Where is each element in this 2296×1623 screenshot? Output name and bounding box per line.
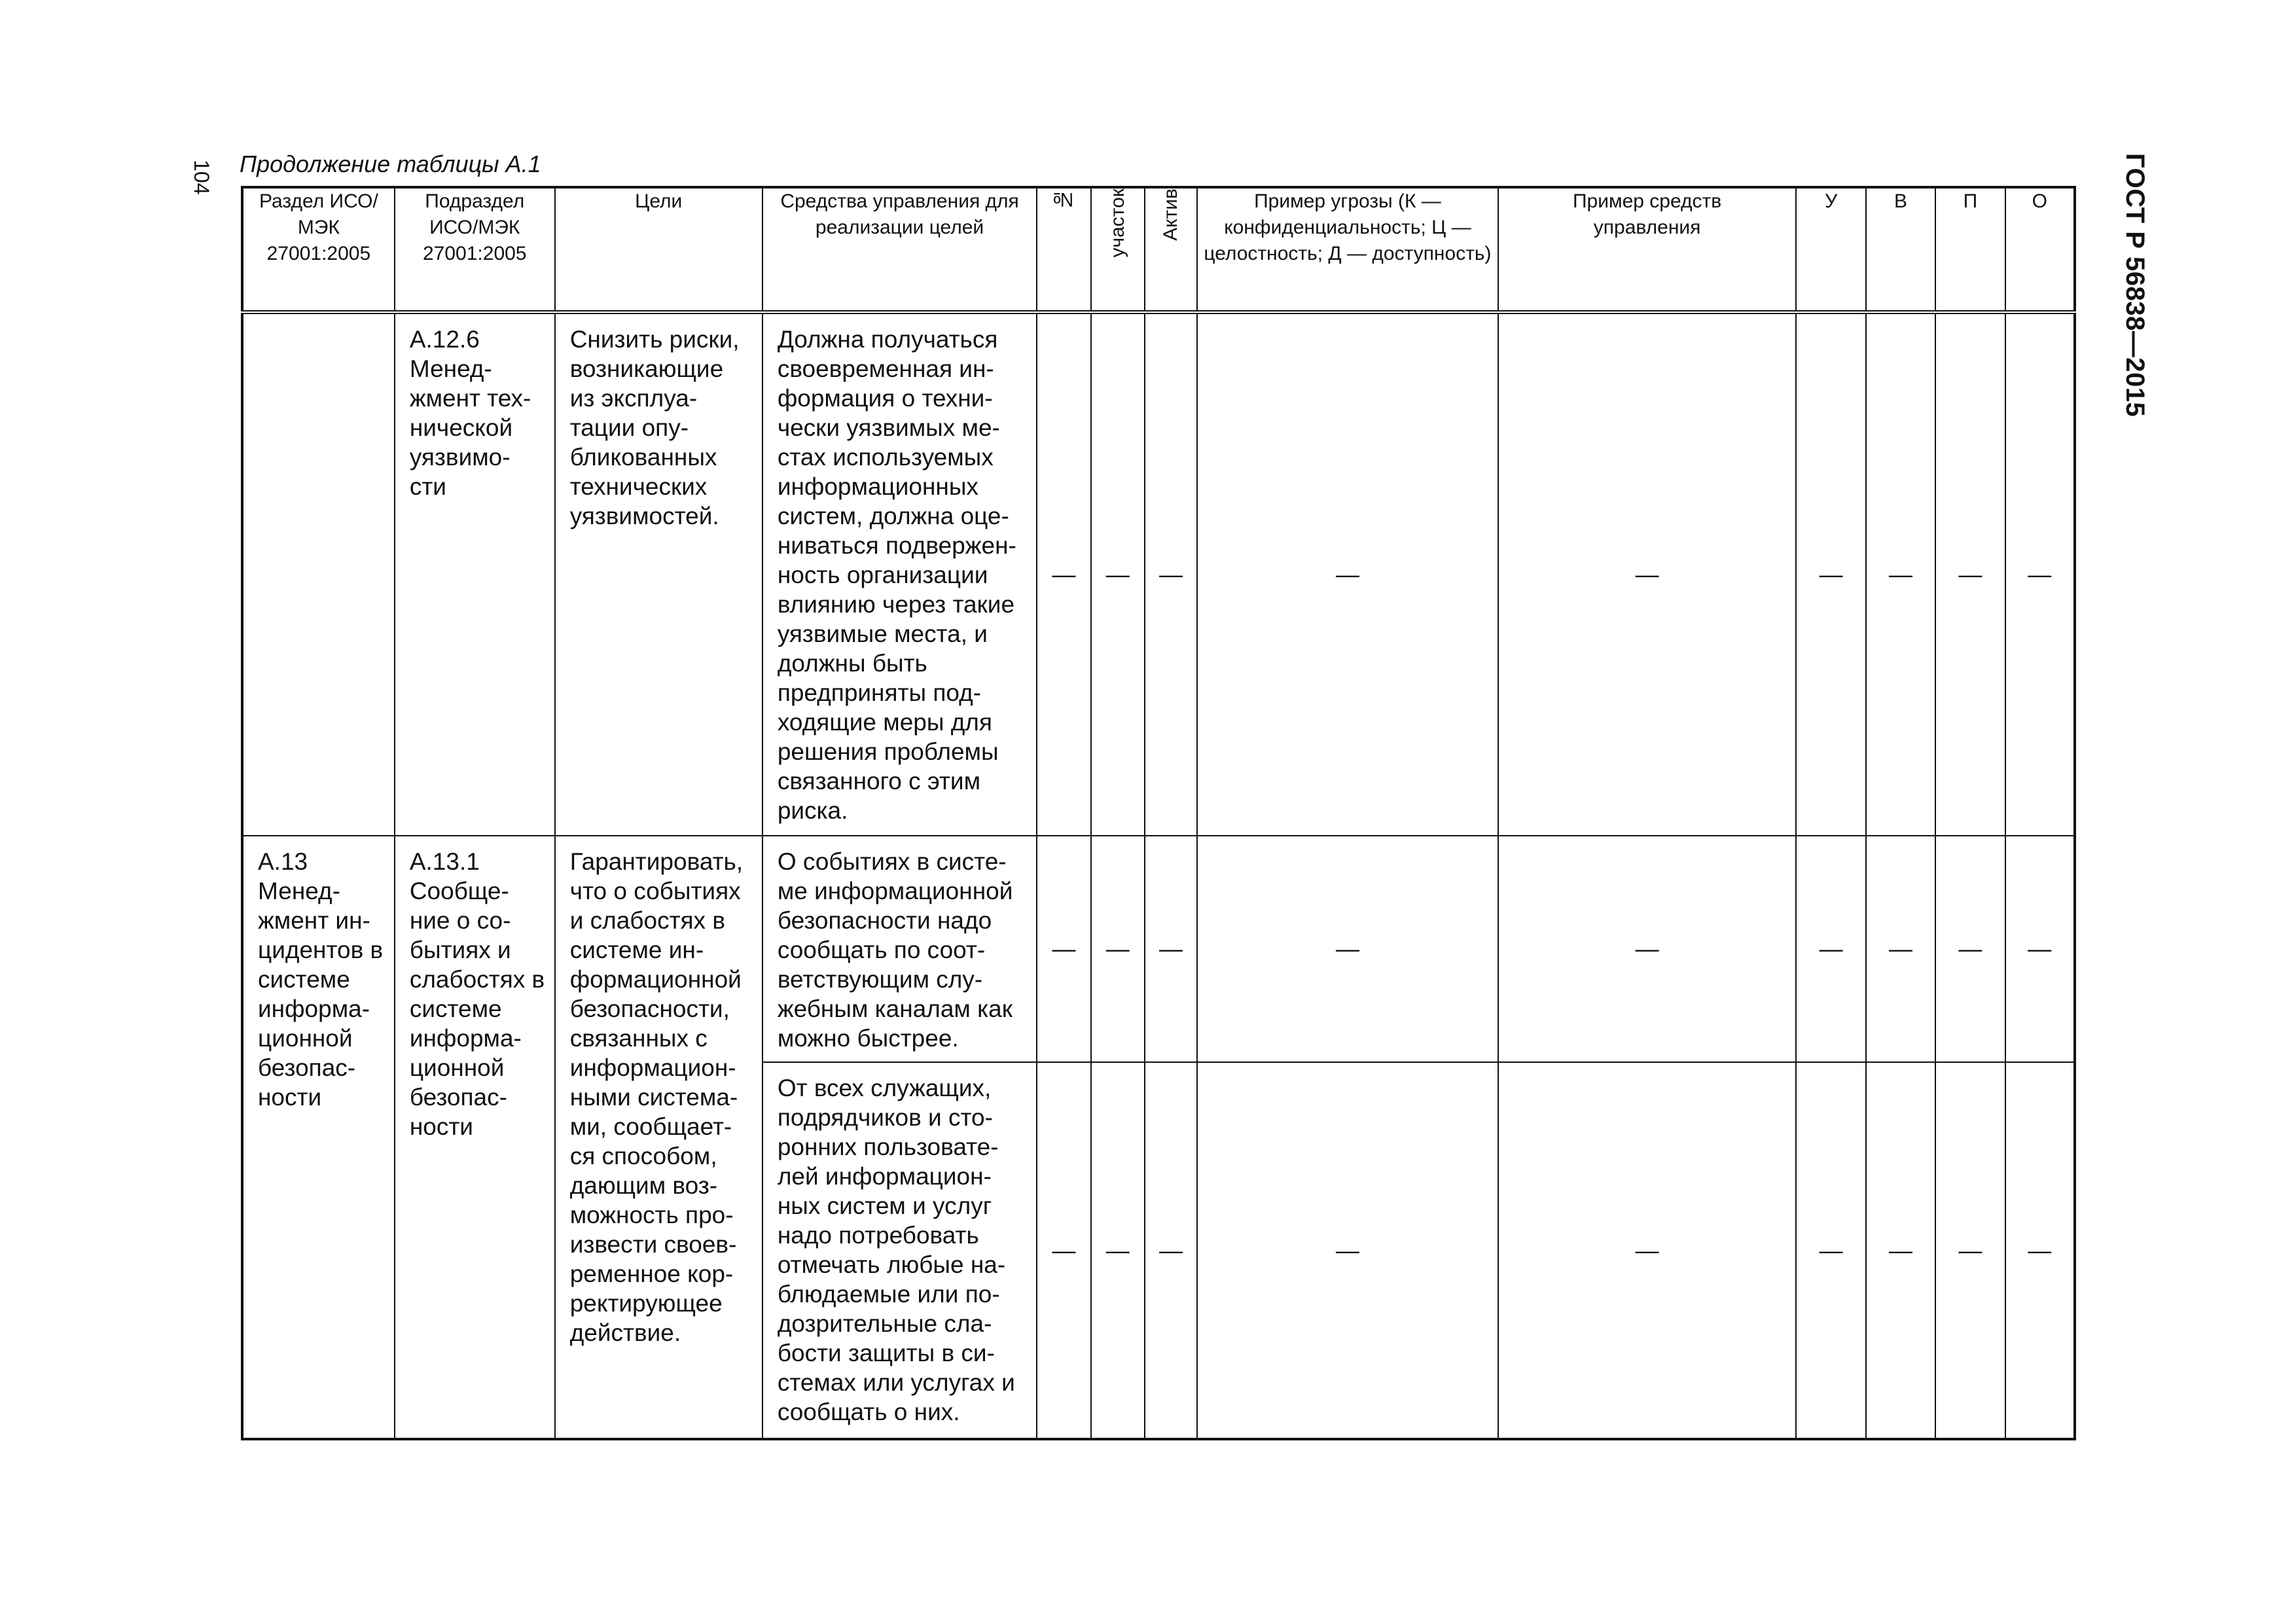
standard-title: ГОСТ Р 56838—2015 — [2121, 153, 2149, 418]
table-row — [242, 836, 2075, 1062]
header-controls: Средства управления для реализации целей — [762, 187, 1037, 312]
header-row — [242, 187, 2075, 312]
table-caption: Продолжение таблицы А.1 — [240, 151, 541, 177]
cell-goals: Гарантировать, что о событиях и слабостях в системе ин-формационной безопасности, связанных с информацион-ными система-ми, сообщает-ся способом, дающим воз-можность про-извести своев-ременное кор-ректирующее действие. — [555, 836, 762, 1439]
cell-u: — — [1796, 312, 1865, 836]
cell-example: — — [1498, 836, 1797, 1062]
header-area — [1091, 187, 1145, 312]
cell-example: — — [1498, 1062, 1797, 1439]
cell-asset: — — [1145, 836, 1197, 1062]
page-number: 104 — [190, 160, 213, 195]
header-u: У — [1796, 187, 1865, 312]
header-area-label: участок — [1106, 188, 1128, 258]
header-number-label: № — [1052, 188, 1075, 210]
cell-example: — — [1498, 312, 1797, 836]
cell-o: — — [2005, 836, 2075, 1062]
header-v: В — [1866, 187, 1935, 312]
cell-threat: — — [1197, 312, 1498, 836]
cell-number: — — [1037, 312, 1090, 836]
header-number — [1037, 187, 1090, 312]
cell-area: — — [1091, 836, 1145, 1062]
cell-control: От всех служащих, подрядчиков и сто-ронних пользовате-лей информацион-ных систем и услуг надо потребовать отмечать любые на-блюдаемые или по-дозрительные сла-бости защиты в си-стемах или услугах и сообщать о них. — [762, 1062, 1037, 1439]
cell-area: — — [1091, 1062, 1145, 1439]
cell-control: Должна получаться своевременная ин-формация о техни-чески уязвимых ме-стах используемых информационных систем, должна оце-ниваться подвержен-ность организации влиянию через такие уязвимые места, и должны быть предприняты под-ходящие меры для решения проблемы связанного с этим риска. — [762, 312, 1037, 836]
header-p: П — [1935, 187, 2005, 312]
cell-p: — — [1935, 836, 2005, 1062]
cell-control: О событиях в систе-ме информационной безопасности надо сообщать по соот-ветствующим слу-жебным каналам как можно быстрее. — [762, 836, 1037, 1062]
cell-threat: — — [1197, 836, 1498, 1062]
cell-o: — — [2005, 1062, 2075, 1439]
header-subsection: Подраздел ИСО/МЭК 27001:2005 — [395, 187, 555, 312]
cell-number: — — [1037, 836, 1090, 1062]
cell-v: — — [1866, 1062, 1935, 1439]
header-goals: Цели — [555, 187, 762, 312]
cell-asset: — — [1145, 1062, 1197, 1439]
main-table — [241, 186, 2076, 1440]
cell-p: — — [1935, 312, 2005, 836]
cell-section — [242, 312, 395, 836]
cell-v: — — [1866, 836, 1935, 1062]
table-row — [242, 312, 2075, 836]
cell-area: — — [1091, 312, 1145, 836]
cell-u: — — [1796, 1062, 1865, 1439]
cell-number: — — [1037, 1062, 1090, 1439]
header-example: Пример средств управления — [1498, 187, 1797, 312]
cell-goals: Снизить риски, возникающие из эксплуа-тации опу-бликованных технических уязвимостей. — [555, 312, 762, 836]
cell-subsection: А.12.6 Менед-жмент тех-нической уязвимо-сти — [395, 312, 555, 836]
cell-u: — — [1796, 836, 1865, 1062]
cell-o: — — [2005, 312, 2075, 836]
header-o: О — [2005, 187, 2075, 312]
cell-section: А.13 Менед-жмент ин-цидентов в системе информа-ционной безопас-ности — [242, 836, 395, 1439]
cell-subsection: А.13.1 Сообще-ние о со-бытиях и слабостях в системе информа-ционной безопас-ности — [395, 836, 555, 1439]
cell-p: — — [1935, 1062, 2005, 1439]
header-section: Раздел ИСО/МЭК 27001:2005 — [242, 187, 395, 312]
header-asset — [1145, 187, 1197, 312]
cell-v: — — [1866, 312, 1935, 836]
cell-asset: — — [1145, 312, 1197, 836]
cell-threat: — — [1197, 1062, 1498, 1439]
header-asset-label: Актив — [1160, 188, 1181, 241]
header-threat: Пример угрозы (К — конфиденциальность; Ц — целостность; Д — доступность) — [1197, 187, 1498, 312]
